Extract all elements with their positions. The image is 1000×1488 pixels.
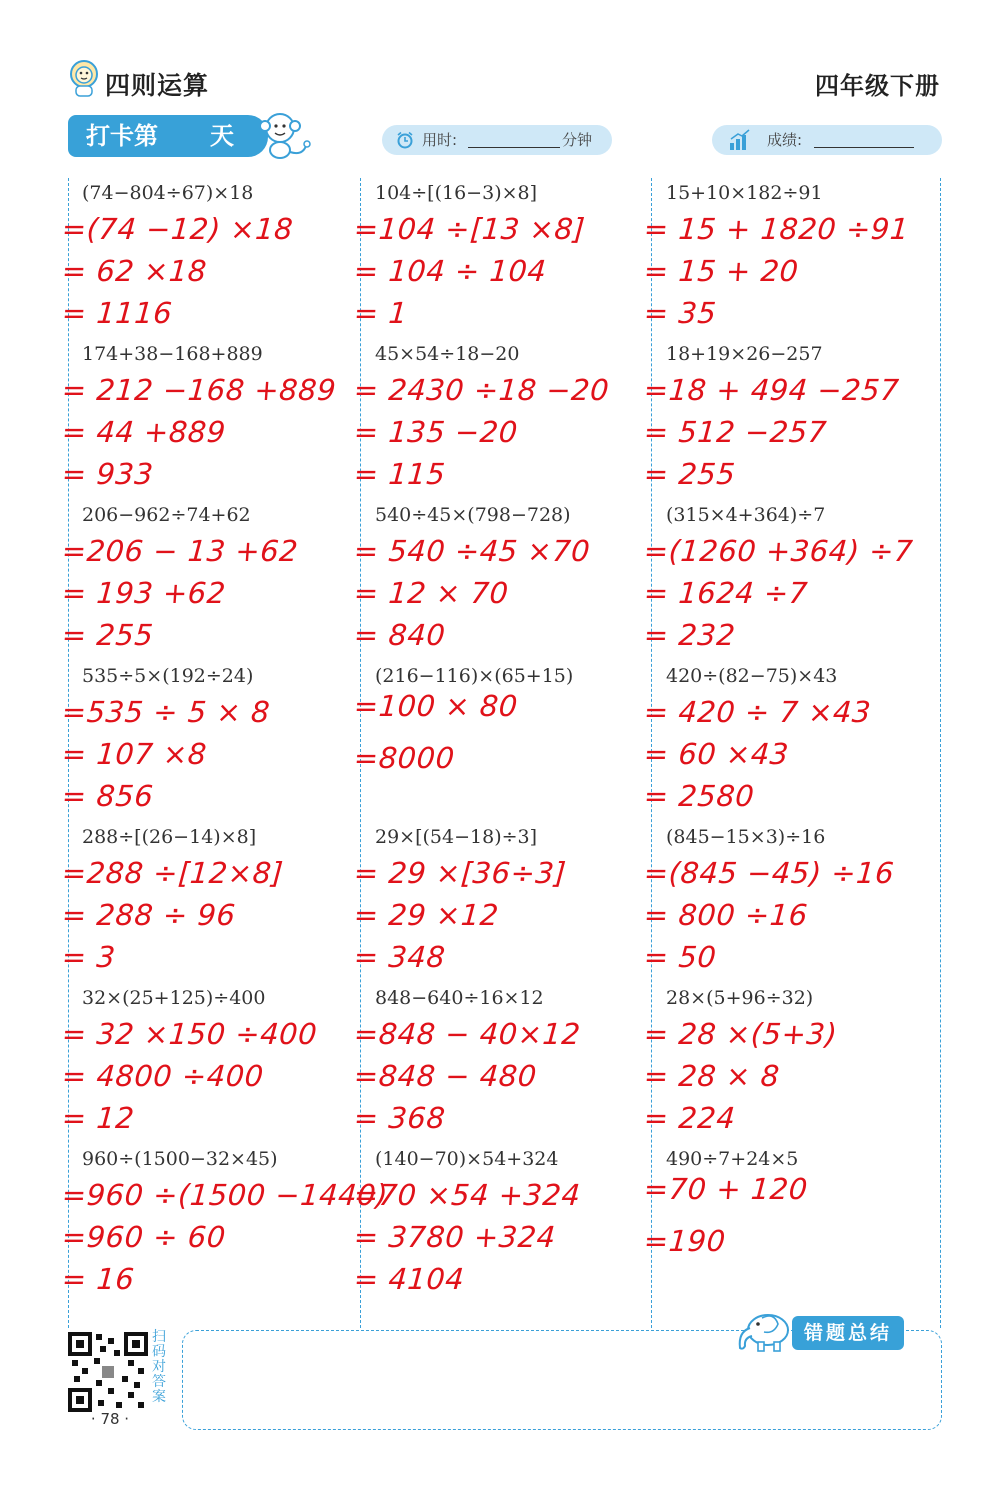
handwritten-step: = 1116 bbox=[60, 296, 174, 330]
handwritten-step: = 2580 bbox=[642, 779, 756, 813]
handwritten-step: = 29 ×12 bbox=[352, 898, 501, 932]
handwritten-step: = 104 ÷ 104 bbox=[352, 254, 548, 288]
problem-expression: 540÷45×(798−728) bbox=[375, 504, 571, 526]
handwritten-step: = 15 + 1820 ÷91 bbox=[642, 212, 911, 246]
handwritten-step: =70 ×54 +324 bbox=[352, 1178, 582, 1212]
handwritten-step: = 50 bbox=[642, 940, 718, 974]
grade-label: 四年级下册 bbox=[815, 72, 940, 100]
column-divider bbox=[940, 178, 941, 1328]
problem-expression: (216−116)×(65+15) bbox=[375, 665, 574, 687]
handwritten-step: =(74 −12) ×18 bbox=[60, 212, 295, 246]
problem-expression: 848−640÷16×12 bbox=[375, 987, 544, 1009]
handwritten-step: = 15 + 20 bbox=[642, 254, 800, 288]
handwritten-step: = 800 ÷16 bbox=[642, 898, 809, 932]
problem-expression: (74−804÷67)×18 bbox=[82, 182, 254, 204]
handwritten-step: = 232 bbox=[642, 618, 737, 652]
monkey-mascot-icon bbox=[256, 108, 314, 162]
qr-code-icon[interactable] bbox=[68, 1332, 148, 1412]
handwritten-step: = 4800 ÷400 bbox=[60, 1059, 265, 1093]
error-summary-tag: 错题总结 bbox=[792, 1316, 904, 1350]
problem-expression: 29×[(54−18)÷3] bbox=[375, 826, 538, 848]
score-field[interactable] bbox=[712, 125, 942, 155]
problem-expression: 15+10×182÷91 bbox=[666, 182, 823, 204]
handwritten-step: = 60 ×43 bbox=[642, 737, 791, 771]
handwritten-step: = 212 −168 +889 bbox=[60, 373, 338, 407]
handwritten-step: = 29 ×[36÷3] bbox=[352, 856, 568, 890]
problem-expression: 174+38−168+889 bbox=[82, 343, 263, 365]
handwritten-step: = 512 −257 bbox=[642, 415, 828, 449]
lion-mascot-icon bbox=[66, 58, 102, 98]
handwritten-step: = 115 bbox=[352, 457, 447, 491]
day-suffix: 天 bbox=[210, 122, 234, 150]
handwritten-step: = 420 ÷ 7 ×43 bbox=[642, 695, 873, 729]
handwritten-step: =960 ÷(1500 −1440) bbox=[60, 1178, 390, 1212]
handwritten-step: =70 + 120 bbox=[642, 1172, 809, 1206]
handwritten-step: =190 bbox=[642, 1224, 727, 1258]
handwritten-step: =848 − 480 bbox=[352, 1059, 538, 1093]
handwritten-step: = 224 bbox=[642, 1101, 737, 1135]
handwritten-step: =848 − 40×12 bbox=[352, 1017, 582, 1051]
time-label: 用时: bbox=[422, 131, 458, 149]
problem-expression: 104÷[(16−3)×8] bbox=[375, 182, 538, 204]
problem-expression: 288÷[(26−14)×8] bbox=[82, 826, 257, 848]
handwritten-step: =104 ÷[13 ×8] bbox=[352, 212, 587, 246]
elephant-mascot-icon bbox=[734, 1308, 794, 1354]
handwritten-step: = 348 bbox=[352, 940, 447, 974]
problem-expression: 28×(5+96÷32) bbox=[666, 987, 814, 1009]
check-in-day-bar bbox=[68, 115, 268, 157]
handwritten-step: = 540 ÷45 ×70 bbox=[352, 534, 592, 568]
problem-expression: 490÷7+24×5 bbox=[666, 1148, 799, 1170]
handwritten-step: = 856 bbox=[60, 779, 155, 813]
handwritten-step: = 12 × 70 bbox=[352, 576, 510, 610]
handwritten-step: = 107 ×8 bbox=[60, 737, 209, 771]
day-prefix: 打卡第 bbox=[86, 122, 158, 150]
handwritten-step: =960 ÷ 60 bbox=[60, 1220, 227, 1254]
problem-expression: 45×54÷18−20 bbox=[375, 343, 520, 365]
alarm-clock-icon bbox=[396, 131, 414, 149]
handwritten-step: = 28 ×(5+3) bbox=[642, 1017, 839, 1051]
problem-expression: 420÷(82−75)×43 bbox=[666, 665, 838, 687]
score-label: 成绩: bbox=[767, 131, 803, 149]
problem-expression: (845−15×3)÷16 bbox=[666, 826, 826, 848]
handwritten-step: = 193 +62 bbox=[60, 576, 227, 610]
handwritten-step: = 35 bbox=[642, 296, 718, 330]
time-unit: 分钟 bbox=[562, 131, 593, 149]
page-title: 四则运算 bbox=[105, 71, 210, 100]
problem-expression: 18+19×26−257 bbox=[666, 343, 823, 365]
handwritten-step: = 44 +889 bbox=[60, 415, 227, 449]
handwritten-step: =18 + 494 −257 bbox=[642, 373, 901, 407]
handwritten-step: = 2430 ÷18 −20 bbox=[352, 373, 611, 407]
handwritten-step: =535 ÷ 5 × 8 bbox=[60, 695, 272, 729]
handwritten-step: = 135 −20 bbox=[352, 415, 519, 449]
handwritten-step: = 4104 bbox=[352, 1262, 466, 1296]
handwritten-step: =206 − 13 +62 bbox=[60, 534, 300, 568]
handwritten-step: = 3780 +324 bbox=[352, 1220, 557, 1254]
handwritten-step: = 933 bbox=[60, 457, 155, 491]
problem-expression: (315×4+364)÷7 bbox=[666, 504, 826, 526]
handwritten-step: =8000 bbox=[352, 741, 456, 775]
handwritten-step: = 16 bbox=[60, 1262, 136, 1296]
handwritten-step: = 255 bbox=[60, 618, 155, 652]
handwritten-step: =(1260 +364) ÷7 bbox=[642, 534, 915, 568]
scan-for-answers-label: 扫码对答案 bbox=[152, 1329, 166, 1405]
handwritten-step: = 28 × 8 bbox=[642, 1059, 781, 1093]
problem-expression: 960÷(1500−32×45) bbox=[82, 1148, 278, 1170]
problem-expression: 206−962÷74+62 bbox=[82, 504, 251, 526]
handwritten-step: = 840 bbox=[352, 618, 447, 652]
handwritten-step: =(845 −45) ÷16 bbox=[642, 856, 896, 890]
handwritten-step: = 288 ÷ 96 bbox=[60, 898, 237, 932]
time-blank[interactable] bbox=[468, 147, 560, 148]
handwritten-step: = 3 bbox=[60, 940, 117, 974]
handwritten-step: = 1 bbox=[352, 296, 409, 330]
problem-expression: (140−70)×54+324 bbox=[375, 1148, 559, 1170]
page-number: · 78 · bbox=[90, 1410, 130, 1428]
handwritten-step: = 255 bbox=[642, 457, 737, 491]
bar-chart-icon bbox=[728, 129, 752, 151]
problem-expression: 32×(25+125)÷400 bbox=[82, 987, 266, 1009]
handwritten-step: =100 × 80 bbox=[352, 689, 519, 723]
handwritten-step: =288 ÷[12×8] bbox=[60, 856, 285, 890]
score-blank[interactable] bbox=[814, 147, 914, 148]
time-field[interactable] bbox=[382, 125, 612, 155]
problem-expression: 535÷5×(192÷24) bbox=[82, 665, 254, 687]
handwritten-step: = 62 ×18 bbox=[60, 254, 209, 288]
handwritten-step: = 32 ×150 ÷400 bbox=[60, 1017, 319, 1051]
handwritten-step: = 12 bbox=[60, 1101, 136, 1135]
handwritten-step: = 1624 ÷7 bbox=[642, 576, 809, 610]
handwritten-step: = 368 bbox=[352, 1101, 447, 1135]
